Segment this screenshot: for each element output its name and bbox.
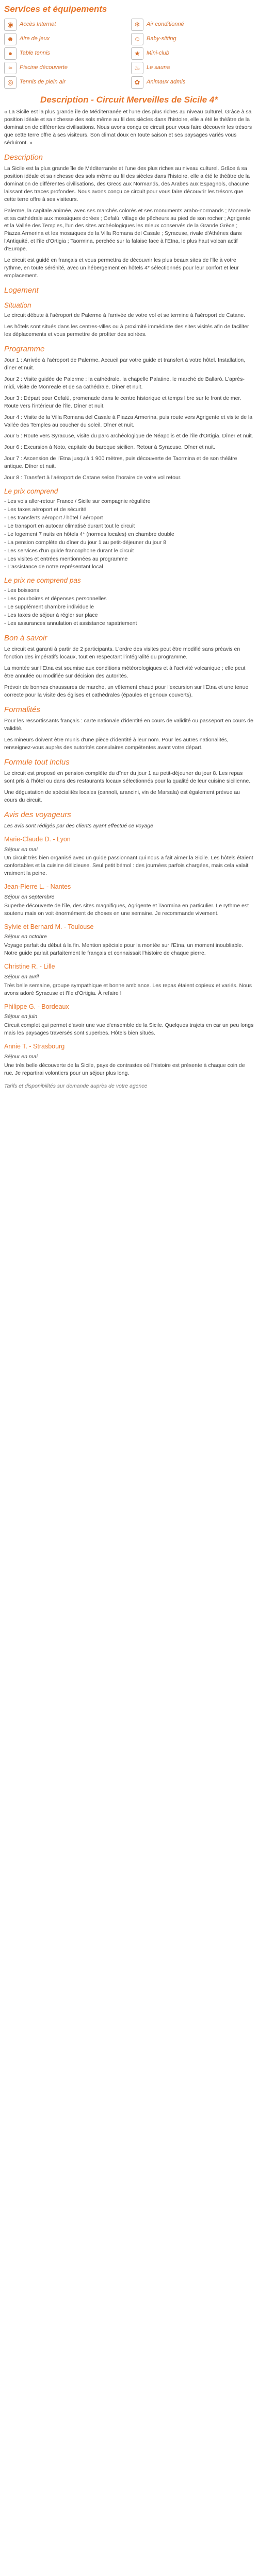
logement-body bbox=[4, 312, 254, 338]
review-text: Voyage parfait du début à la fin. Mention spéciale pour la montée sur l'Etna, un moment inoubliable. Notre guide parlait parfaitement le français et connaissait l'histoire de chaque pierre. bbox=[4, 942, 244, 957]
programme-day: Jour 5 : Route vers Syracuse, visite du parc archéologique de Néapolis et de l'île d'Ortigia. Dîner et nuit. bbox=[4, 433, 253, 439]
formalites-paragraph: Pour les ressortissants français : carte nationale d'identité en cours de validité ou passeport en cours de validité. bbox=[4, 718, 253, 732]
review-item bbox=[4, 923, 254, 957]
reviews-list bbox=[4, 835, 254, 1077]
page-title: Description - Circuit Merveilles de Sicile 4* bbox=[40, 95, 218, 105]
amenity-label: Baby-sitting bbox=[147, 36, 176, 42]
bon-a-savoir-body bbox=[4, 646, 254, 699]
services-section bbox=[4, 3, 254, 89]
services-title: Services et équipements bbox=[4, 4, 107, 14]
programme-title: Programme bbox=[4, 344, 45, 353]
amenity-item bbox=[4, 76, 127, 89]
review-text: Une très belle découverte de la Sicile, pays de contrastes où l'histoire est présente à chaque coin de rue. Je repartirai volontiers pour un séjour plus long. bbox=[4, 1062, 245, 1076]
aire-de-jeux-icon: ☻ bbox=[4, 33, 17, 45]
formalites-title: Formalités bbox=[4, 705, 41, 714]
amenity-item bbox=[131, 19, 254, 31]
review-author: Jean-Pierre L. - Nantes bbox=[4, 883, 71, 891]
amenity-label: Aire de jeux bbox=[20, 36, 50, 42]
description-paragraph: La Sicile est la plus grande île de Méditerranée et l'une des plus riches au niveau culturel. Grâce à sa position idéale et sa richesse des sols même au fil des siècles dans l'histoire, elle a été le théâtre de la domination de différentes civilisations, des Grecs aux Normands, des Arabes aux Espagnols, chacune laissant des traces profondes. Nous avons conçu ce circuit pour vous faire découvrir les trésors que cette terre offre à ses visiteurs. bbox=[4, 165, 250, 202]
non-inclus-item: - Les assurances annulation et assistance rapatriement bbox=[4, 620, 137, 627]
amenity-label: Le sauna bbox=[147, 64, 170, 71]
programme-day: Jour 8 : Transfert à l'aéroport de Catane selon l'horaire de votre vol retour. bbox=[4, 474, 182, 481]
review-text: Très belle semaine, groupe sympathique et bonne ambiance. Les repas étaient copieux et variés. Nous avons adoré Syracuse et l'île d'Ortigia. À refaire ! bbox=[4, 982, 252, 996]
amenities-grid bbox=[4, 19, 254, 89]
amenity-label: Mini-club bbox=[147, 50, 170, 57]
inclus-item: - La pension complète du dîner du jour 1 au petit-déjeuner du jour 8 bbox=[4, 539, 167, 546]
amenity-label: Tennis de plein air bbox=[20, 79, 66, 86]
amenity-label: Table tennis bbox=[20, 50, 50, 57]
inclus-item: - Les taxes aéroport et de sécurité bbox=[4, 506, 87, 513]
review-date: Séjour en juin bbox=[4, 1013, 38, 1020]
amenity-label: Animaux admis bbox=[147, 79, 186, 86]
review-date: Séjour en mai bbox=[4, 1053, 38, 1060]
review-date: Séjour en mai bbox=[4, 846, 38, 853]
non-inclus-item: - Les pourboires et dépenses personnelles bbox=[4, 596, 107, 602]
description-paragraph: Palerme, la capitale animée, avec ses marchés colorés et ses monuments arabo-normands ; Monreale et sa cathédrale aux mosaïques dorées ; Cefalù, village de pêcheurs au pied de son rocher ; Agrigente et la Vallée des Temples, l'un des sites archéologiques les mieux conservés de la Grande Grèce ; Piazza Armerina et les mosaïques de la Villa Romana del Casale ; Syracuse, rivale d'Athènes dans l'Antiquité, et l'île d'Ortigia ; Taormina, perchée sur la falaise face à l'Etna, le plus haut volcan actif d'Europe. bbox=[4, 207, 251, 252]
air-conditioner-icon: ❄ bbox=[131, 19, 143, 31]
non-inclus-title: Le prix ne comprend pas bbox=[4, 577, 81, 585]
review-text: Un circuit très bien organisé avec un guide passionnant qui nous a fait aimer la Sicile. Les hôtels étaient confortables et la cuisine délicieuse. Seul petit bémol : des journées parfois chargées, mais cela valait vraiment la peine. bbox=[4, 855, 253, 877]
amenity-item bbox=[131, 47, 254, 60]
amenity-item bbox=[4, 62, 127, 74]
inclus-list bbox=[4, 498, 254, 571]
review-date: Séjour en avril bbox=[4, 973, 39, 980]
amenity-item bbox=[4, 47, 127, 60]
formule-paragraph: Le circuit est proposé en pension complète du dîner du jour 1 au petit-déjeuner du jour 8. Les repas sont pris à l'hôtel ou dans des restaurants locaux sélectionnés pour la qualité de leur cuisine sicilienne. bbox=[4, 770, 251, 784]
review-author: Sylvie et Bernard M. - Toulouse bbox=[4, 923, 94, 930]
avis-title: Avis des voyageurs bbox=[4, 810, 71, 819]
bon-a-savoir-title: Bon à savoir bbox=[4, 634, 47, 643]
logement-paragraph: Les hôtels sont situés dans les centres-villes ou à proximité immédiate des sites visités afin de faciliter les déplacements et vous permettre de profiter des soirées. bbox=[4, 324, 249, 338]
review-author: Marie-Claude D. - Lyon bbox=[4, 835, 71, 843]
table-tennis-icon: ● bbox=[4, 47, 17, 60]
description-paragraph: Le circuit est guidé en français et vous permettra de découvrir les plus beaux sites de l'île à votre rythme, en toute sérénité, avec un hébergement en hôtels 4* sélectionnés pour leur confort et leur emplacement. bbox=[4, 257, 239, 279]
review-author: Philippe G. - Bordeaux bbox=[4, 1003, 69, 1010]
baby-sitting-icon: ☺ bbox=[131, 33, 143, 45]
inclus-item: - Les services d'un guide francophone durant le circuit bbox=[4, 547, 134, 554]
formalites-body bbox=[4, 717, 254, 752]
programme-day: Jour 6 : Excursion à Noto, capitale du baroque sicilien. Retour à Syracuse. Dîner et nuit. bbox=[4, 444, 216, 451]
review-date: Séjour en septembre bbox=[4, 893, 55, 900]
programme-day: Jour 4 : Visite de la Villa Romana del Casale à Piazza Armerina, puis route vers Agrigente et visite de la Vallée des Temples au coucher du soleil. Dîner et nuit. bbox=[4, 414, 253, 428]
amenity-item bbox=[131, 33, 254, 45]
review-date: Séjour en octobre bbox=[4, 934, 47, 940]
review-text: Superbe découverte de l'île, des sites magnifiques, Agrigente et Taormina en particulier. Le rythme est soutenu mais on voit énormément de choses en une semaine. Je recommande vivement. bbox=[4, 902, 249, 917]
swimming-pool-icon: ≈ bbox=[4, 62, 17, 74]
review-item bbox=[4, 1003, 254, 1037]
amenity-item bbox=[131, 76, 254, 89]
inclus-title: Le prix comprend bbox=[4, 487, 58, 496]
avis-note: Les avis sont rédigés par des clients ayant effectué ce voyage bbox=[4, 822, 153, 829]
non-inclus-item: - Le supplément chambre individuelle bbox=[4, 604, 94, 611]
programme-day: Jour 2 : Visite guidée de Palerme : la cathédrale, la chapelle Palatine, le marché de Ballarò. L'après-midi, visite de Monreale et de sa cathédrale. Dîner et nuit. bbox=[4, 376, 245, 390]
programme-day: Jour 7 : Ascension de l'Etna jusqu'à 1 900 mètres, puis découverte de Taormina et de son théâtre antique. Dîner et nuit. bbox=[4, 455, 237, 470]
situation-title: Situation bbox=[4, 301, 31, 310]
inclus-item: - Les vols aller-retour France / Sicile sur compagnie régulière bbox=[4, 498, 151, 505]
formule-title: Formule tout inclus bbox=[4, 757, 70, 767]
wifi-icon: ◉ bbox=[4, 19, 17, 31]
sauna-icon: ♨ bbox=[131, 62, 143, 74]
programme-day: Jour 1 : Arrivée à l'aéroport de Palerme. Accueil par votre guide et transfert à votre hôtel. Installation, dîner et nuit. bbox=[4, 357, 246, 371]
formule-paragraph: Une dégustation de spécialités locales (cannoli, arancini, vin de Marsala) est également prévue au cours du circuit. bbox=[4, 789, 240, 803]
inclus-item: - Les visites et entrées mentionnées au programme bbox=[4, 555, 128, 562]
amenity-label: Piscine découverte bbox=[20, 64, 68, 71]
inclus-item: - Le transport en autocar climatisé durant tout le circuit bbox=[4, 522, 135, 529]
amenity-item bbox=[4, 33, 127, 45]
mini-club-icon: ★ bbox=[131, 47, 143, 60]
amenity-item bbox=[131, 62, 254, 74]
programme-day: Jour 3 : Départ pour Cefalù, promenade dans le centre historique et temps libre sur le front de mer. Route vers l'intérieur de l'île. Dîner et nuit. bbox=[4, 395, 241, 409]
description-body bbox=[4, 165, 254, 280]
logement-paragraph: Le circuit débute à l'aéroport de Palerme à l'arrivée de votre vol et se termine à l'aéroport de Catane. bbox=[4, 312, 246, 319]
bon-a-savoir-paragraph: La montée sur l'Etna est soumise aux conditions météorologiques et à l'activité volcanique ; elle peut être annulée ou modifiée sur décision des autorités. bbox=[4, 665, 246, 680]
description-title: Description bbox=[4, 152, 43, 162]
bon-a-savoir-paragraph: Le circuit est garanti à partir de 2 participants. L'ordre des visites peut être modifié sans préavis en fonction des impératifs locaux, tout en respectant l'intégralité du programme. bbox=[4, 646, 240, 660]
non-inclus-item: - Les boissons bbox=[4, 587, 39, 594]
review-text: Circuit complet qui permet d'avoir une vue d'ensemble de la Sicile. Quelques trajets en car un peu longs mais les paysages traversés sont superbes. Hôtels bien situés. bbox=[4, 1022, 254, 1037]
formule-body bbox=[4, 770, 254, 804]
logement-title: Logement bbox=[4, 285, 39, 295]
review-item bbox=[4, 835, 254, 877]
pets-icon: ✿ bbox=[131, 76, 143, 89]
inclus-item: - L'assistance de notre représentant local bbox=[4, 564, 103, 570]
bon-a-savoir-paragraph: Prévoir de bonnes chaussures de marche, un vêtement chaud pour l'excursion sur l'Etna et une tenue correcte pour la visite des églises et cathédrales (épaules et genoux couverts). bbox=[4, 684, 249, 698]
review-item bbox=[4, 962, 254, 997]
amenity-label: Accès Internet bbox=[20, 21, 56, 28]
amenity-label: Air conditionné bbox=[147, 21, 184, 28]
inclus-item: - Le logement 7 nuits en hôtels 4* (normes locales) en chambre double bbox=[4, 531, 174, 537]
review-item bbox=[4, 883, 254, 917]
inclus-item: - Les transferts aéroport / hôtel / aéroport bbox=[4, 514, 103, 521]
review-author: Annie T. - Strasbourg bbox=[4, 1043, 65, 1050]
formalites-paragraph: Les mineurs doivent être munis d'une pièce d'identité à leur nom. Pour les autres nationalités, renseignez-vous auprès des autorités consulaires compétentes avant votre départ. bbox=[4, 736, 229, 751]
amenity-item bbox=[4, 19, 127, 31]
programme-body bbox=[4, 357, 254, 482]
tennis-icon: ◎ bbox=[4, 76, 17, 89]
non-inclus-list bbox=[4, 587, 254, 628]
non-inclus-item: - Les taxes de séjour à régler sur place bbox=[4, 612, 98, 619]
footer-note: Tarifs et disponibilités sur demande auprès de votre agence bbox=[4, 1082, 148, 1089]
intro-text: « La Sicile est la plus grande île de Méditerranée et l'une des plus riches au niveau culturel. Grâce à sa position idéale et sa richesse des sols même au fil des siècles dans l'histoire, elle a été le théâtre de la domination de différentes civilisations. Nous avons conçu ce circuit pour vous faire découvrir les trésors que cette terre offre à ses visiteurs. Son climat doux en toute saison et ses paysages variés vous séduiront. » bbox=[4, 109, 252, 146]
review-author: Christine R. - Lille bbox=[4, 963, 55, 971]
review-item bbox=[4, 1042, 254, 1077]
